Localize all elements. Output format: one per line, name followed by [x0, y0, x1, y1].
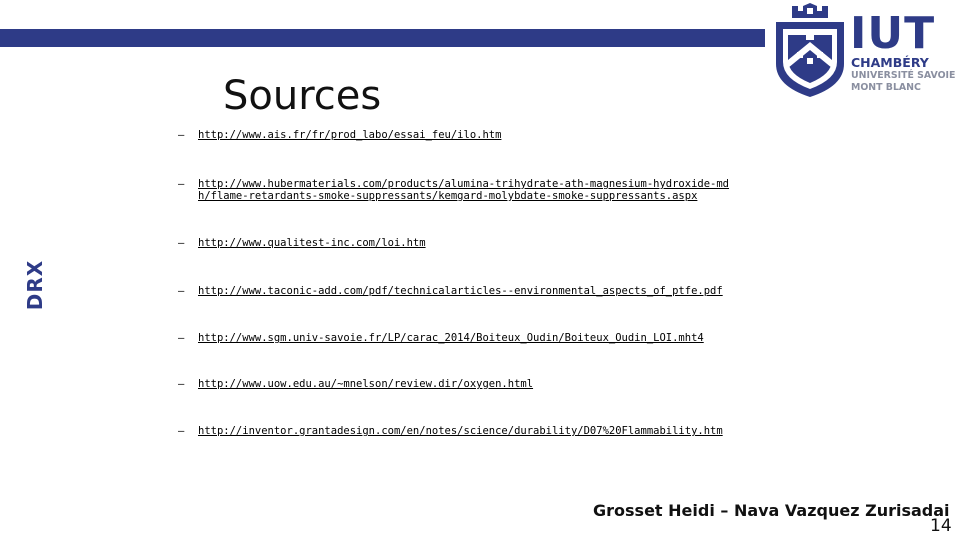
list-item [178, 425, 738, 437]
source-link[interactable]: http://www.sgm.univ-savoie.fr/LP/carac_2014/Boiteux_Oudin/Boiteux_Oudin_LOI.mht4 [198, 332, 704, 344]
source-link[interactable]: http://www.taconic-add.com/pdf/technicalarticles--environmental_aspects_of_ptfe.pdf [198, 285, 723, 297]
source-link[interactable]: http://www.hubermaterials.com/products/alumina-trihydrate-ath-magnesium-hydroxide-mdh/flame-retardants-smoke-suppressants/kemgard-molybdate-smoke-suppressants.aspx [198, 178, 730, 202]
list-item [178, 129, 738, 141]
bullet: — [178, 378, 185, 390]
logo-university: UNIVERSITÉ SAVOIE [851, 70, 956, 81]
page-number: 14 [930, 516, 952, 536]
bullet: — [178, 332, 185, 344]
source-link[interactable]: http://www.ais.fr/fr/prod_labo/essai_feu/ilo.htm [198, 129, 502, 141]
iut-logo [772, 2, 960, 98]
logo-name: IUT [850, 8, 936, 59]
list-item [178, 178, 738, 202]
list-item [178, 285, 738, 297]
logo-university-suffix: MONT BLANC [851, 82, 921, 93]
bullet: — [178, 178, 185, 190]
bullet: — [178, 129, 185, 141]
list-item [178, 332, 738, 344]
list-item [178, 378, 738, 390]
list-item [178, 237, 738, 249]
source-link[interactable]: http://inventor.grantadesign.com/en/notes/science/durability/D07%20Flammability.htm [198, 425, 723, 437]
page-title: Sources [223, 73, 382, 119]
logo-city: CHAMBÉRY [851, 55, 929, 70]
bullet: — [178, 237, 185, 249]
bullet: — [178, 425, 185, 437]
bullet: — [178, 285, 185, 297]
header-bar [0, 29, 765, 47]
footer-authors: Grosset Heidi – Nava Vazquez Zurisadai [593, 501, 950, 520]
side-label-text: DRX [23, 259, 47, 311]
source-link[interactable]: http://www.qualitest-inc.com/loi.htm [198, 237, 426, 249]
shield-icon [772, 2, 848, 98]
side-label [14, 250, 56, 320]
source-link[interactable]: http://www.uow.edu.au/~mnelson/review.dir/oxygen.html [198, 378, 534, 390]
